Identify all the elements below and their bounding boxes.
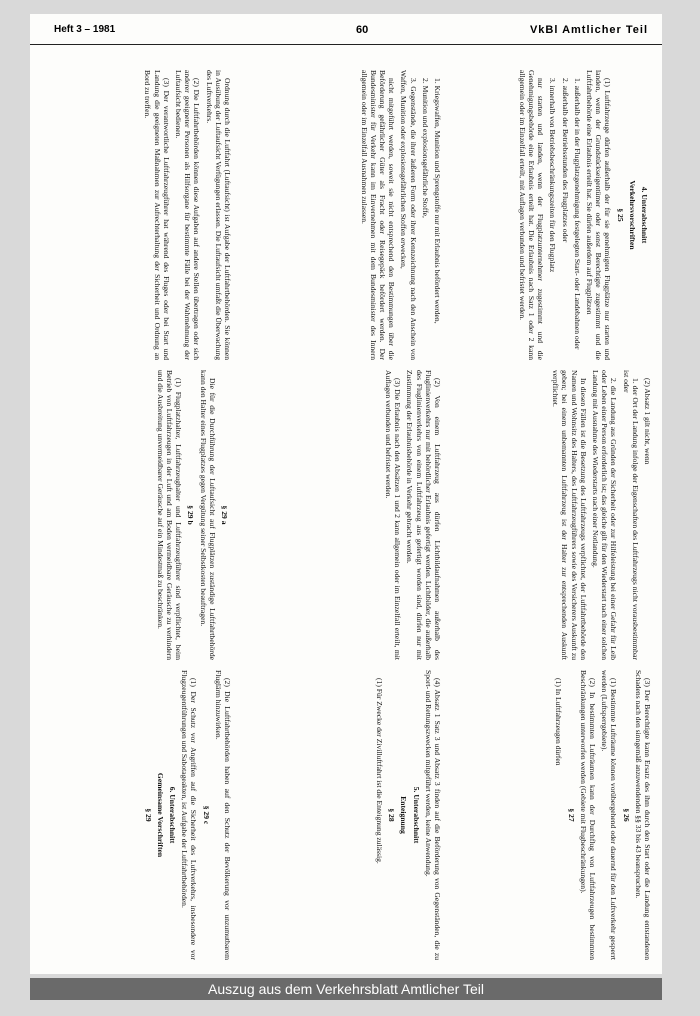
text-paragraph: (2) Von einem Luftfahrzeug aus dürfen Lichtbildaufnahmen außerhalb des Fluglinienverkehrs nur mit behördlicher Erlaubnis gefertigt werden. Lichtbilder, die außerhalb des Fluglinienverkehrs von einem Luftfahrzeug aus gefertigt worden sind, dürfen nur mit Zustimmung der Erlaubnisbehörde in Verkehr gebracht werden.: [405, 370, 442, 660]
paragraph-number: § 27: [566, 808, 576, 822]
text-paragraph: (4) Absatz 1 Satz 3 und Absatz 3 finden auf die Beförderung von Gegenständen, die zu Sport- und Rettungszwecken mitgeführt werden, keine Anwendung.: [423, 670, 442, 960]
text-paragraph: 2. außerhalb der Betriebsstunden des Flugplatzes oder: [560, 78, 570, 243]
text-column-9: [42, 670, 232, 960]
text-paragraph: Die für die Durchführung der Luftaufsicht auf Flugplätzen zuständige Luftfahrtbehörde kann den Halter eines Flugplatzes gegen Vergütung seiner Selbstkosten beauftragen.: [198, 370, 217, 660]
footer-banner: Auszug aus dem Verkehrsblatt Amtlicher Teil: [30, 978, 662, 1000]
text-column-4: [252, 70, 442, 360]
text-paragraph: 1. der Ort der Landung infolge der Eigenschaften des Luftfahrzeugs nicht vorausbestimmbar ist oder: [621, 370, 640, 660]
text-column-5: [252, 370, 442, 660]
text-column-3: [462, 670, 652, 960]
text-column-6: [252, 670, 442, 960]
paragraph-number: § 29 a: [220, 505, 229, 525]
text-paragraph: (1) Für Zwecke der Zivilluftfahrt ist die Enteignung zulässig.: [374, 678, 384, 864]
rotated-text-area: [30, 50, 662, 960]
section-heading: 4. Unterabschnitt: [640, 186, 649, 244]
text-column-7: [42, 70, 232, 360]
rotated-columns: [30, 50, 662, 960]
text-paragraph: (1) Luftfahrzeuge dürfen außerhalb der für sie genehmigten Flugplätze nur starten und landen, wenn der Grundstückseigentümer oder sonst Berechtigte zugestimmt und die Luftfahrtbehörde eine Erlaubnis erteilt hat. Sie dürfen außerdem auf Flugplätzen: [584, 70, 613, 360]
paragraph-number: § 29 c: [201, 805, 211, 825]
paragraph-number: § 28: [387, 808, 397, 822]
text-paragraph: (2) In bestimmten Lufträumen kann der Durchflug von Luftfahrzeugen bestimmten Beschränkungen unterworfen werden (Gebiete mit Flugbeschränkungen).: [578, 670, 597, 960]
section-title: Verkehrsvorschriften: [627, 180, 637, 250]
section-title: Enteignung: [399, 796, 409, 834]
text-column-8: [42, 370, 232, 660]
paragraph-number: § 29: [143, 808, 153, 822]
page-header: [30, 14, 662, 45]
text-paragraph: (1) In Luftfahrzeugen dürfen: [554, 678, 564, 766]
section-heading: 6. Unterabschnitt: [167, 786, 177, 844]
text-paragraph: 2. die Landung aus Gründen der Sicherheit oder zur Hilfeleistung bei einer Gefahr für Leib oder Leben einer Person erforderlich ist; das gleiche gilt für den Wiederstart nach einer solchen Landung mit Ausnahme des Wiederstarts nach einer Notlandung.: [590, 370, 619, 660]
paragraph-number: § 25: [615, 208, 625, 222]
text-paragraph: (3) Die Erlaubnis nach den Absätzen 1 und 2 kann allgemein oder im Einzelfall erteilt, mit Auflagen verbunden und befristet werden.: [383, 370, 403, 660]
text-paragraph: (1) Der Schutz vor Angriffen auf die Sicherheit des Luftverkehrs, insbesondere vor Flugzeugentführungen und Sabotageakten, ist Aufgabe der Luftfahrtbehörden.: [180, 670, 199, 960]
text-paragraph: (3) Der Berechtigte kann Ersatz des ihm durch den Start oder die Landung entstandenen Schadens nach den sinngemäß anzuwendenden §§ 33 bis 43 beanspruchen.: [633, 670, 652, 960]
text-column-2: [462, 370, 652, 660]
text-paragraph: (1) Flugplatzhalter, Luftfahrzeughalter und Luftfahrzeugführer sind verpflichtet, beim Betrieb von Luftfahrzeugen in der Luft und am Boden vermeidbare Geräusche zu verhindern und die Ausbreitung unvermeidbarer Geräusche auf ein Mindestmaß zu beschränken.: [155, 370, 184, 660]
text-column-1: [462, 70, 652, 360]
text-paragraph: (2) Die Luftfahrtbehörden haben auf den Schutz der Bevölkerung vor unzumutbarem Fluglärm hinzuwirken.: [213, 670, 232, 960]
page-number: 60: [356, 24, 369, 36]
journal-title: VkBl Amtlicher Teil: [529, 24, 648, 36]
paragraph-number: § 29 b: [186, 505, 196, 525]
text-paragraph: nicht mitgeführt werden, soweit sie nicht entsprechend den Bestimmungen über die Beförderung gefährlicher Güter als Fracht oder Reisegepäck befördert werden. Der Bundesminister für Verkehr kann im Einvernehmen mit dem Bundesminister des Innern allgemein oder im Einzelfall Ausnahmen zulassen.: [359, 70, 397, 360]
text-paragraph: 2. Munition und explosionsgefährliche Stoffe,: [420, 78, 430, 218]
text-paragraph: 3. Gegenstände, die ihrer äußeren Form oder ihrer Kennzeichnung nach den Anschein von Waffen, Munition oder explosionsgefährlichen Stoffen erwecken,: [399, 70, 418, 360]
text-paragraph: (1) Bestimmte Lufträume können vorübergehend oder dauernd für den Luftverkehr gesperrt werden (Luftsperrgebiete).: [600, 670, 619, 960]
text-paragraph: Ordnung durch die Luftfahrt (Luftaufsicht) ist Aufgabe der Luftfahrtbehörden. Sie können in Ausübung der Luftaufsicht Verfügungen erlassen. Die Luftaufsicht umfaßt die Überwachung des Luftverkehrs.: [204, 70, 232, 360]
paragraph-number: § 26: [621, 808, 631, 822]
text-paragraph: (3) Der verantwortliche Luftfahrzeugführer hat während des Fluges oder bei Start und Landung die geeigneten Maßnahmen zur Aufrechterhaltung der Sicherheit und Ordnung an Bord zu treffen.: [143, 70, 171, 360]
document-page: [30, 14, 662, 974]
text-paragraph: nur starten und landen, wenn der Flugplatzunternehmer zugestimmt und die Genehmigungsbehörde eine Erlaubnis erteilt hat. Die Erlaubnis nach Satz 1 oder 2 kann allgemein oder im Einzelfall erteilt, mit Auflagen verbunden und befristet werden.: [517, 70, 546, 360]
text-paragraph: In diesen Fällen ist die Besetzung des Luftfahrzeugs verpflichtet, der Luftfahrtbehörde den Namen und Wohnsitz des Halters, des Luftfahrzeugführers sowie des Versicherers Auskunft zu geben; bei einem unbemannten Luftfahrzeug ist der Halter zur entsprechenden Auskunft verpflichtet.: [551, 370, 588, 660]
text-paragraph: 1. Kriegswaffen, Munition und Sprengstoffe nur mit Erlaubnis befördert werden,: [433, 78, 442, 324]
section-heading: 5. Unterabschnitt: [411, 786, 421, 844]
issue-label: Heft 3 – 1981: [54, 24, 116, 35]
text-paragraph: 1. außerhalb der in der Flugplatzgenehmigung festgelegten Start- oder Landebahnen oder: [572, 78, 582, 350]
text-paragraph: (2) Absatz 1 gilt nicht, wenn: [643, 378, 652, 465]
text-paragraph: 3. innerhalb von Betriebsbeschränkungszeiten für den Flugplatz: [548, 78, 558, 273]
text-paragraph: (2) Die Luftfahrtbehörden können diese Aufgaben auf andere Stellen übertragen oder sich anderer geeigneter Personen als Hilfsorgane für bestimmte Fälle bei der Wahrnehmung der Luftaufsicht bedienen.: [173, 70, 202, 360]
section-title: Gemeinsame Vorschriften: [155, 772, 165, 858]
